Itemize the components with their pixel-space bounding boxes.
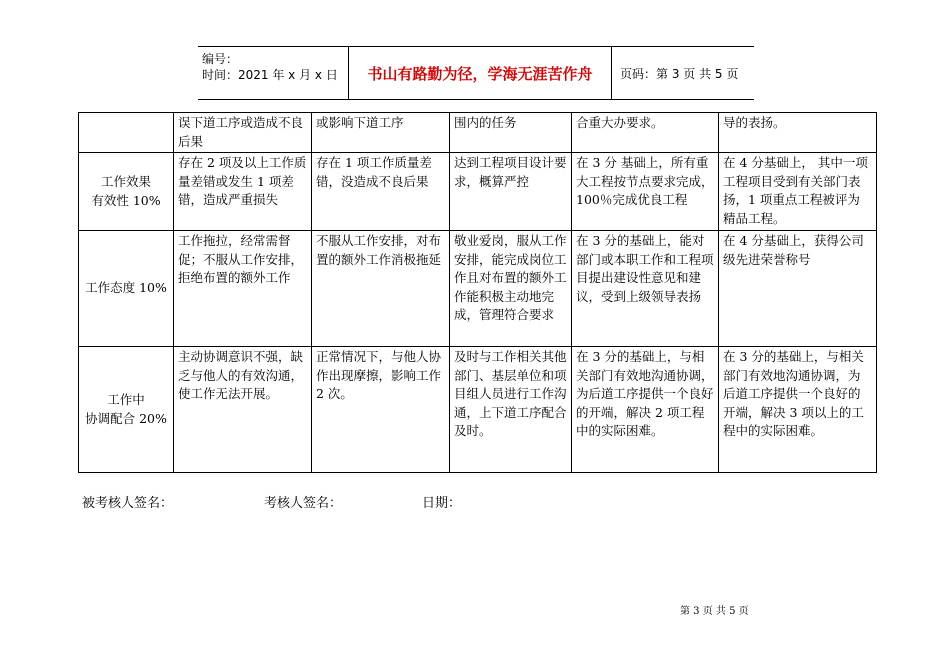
- header-page-info: 页码：第 3 页 共 5 页: [620, 66, 739, 81]
- table-cell: 误下道工序或造成不良后果: [174, 113, 312, 153]
- table-cell: 在 3 分的基础上，与相关部门有效地沟通协调，为后道工序提供一个良好的开端，解决 2 项工程中的实际困难。: [572, 347, 719, 473]
- header-meta: [198, 47, 348, 99]
- table-cell: 在 4 分基础上，获得公司级先进荣誉称号: [719, 231, 877, 347]
- table-cell: 围内的任务: [450, 113, 572, 153]
- table-cell: 在 4 分基础上， 其中一项工程项目受到有关部门表扬，1 项重点工程被评为精品工程。: [719, 153, 877, 231]
- evaluation-table: [78, 112, 877, 473]
- table-cell: 及时与工作相关其他部门、基层单位和项目组人员进行工作沟通，上下道工序配合及时。: [450, 347, 572, 473]
- table-cell: 存在 1 项工作质量差错，没造成不良后果: [312, 153, 450, 231]
- table-cell: 敬业爱岗，服从工作安排，能完成岗位工作且对布置的额外工作能积极主动地完成，管理符合要求: [450, 231, 572, 347]
- table-cell: 达到工程项目设计要求，概算严控: [450, 153, 572, 231]
- table-row: [79, 347, 877, 473]
- table-cell: 主动协调意识不强，缺乏与他人的有效沟通，使工作无法开展。: [174, 347, 312, 473]
- table-row: [79, 113, 877, 153]
- row-label: 工作效果 有效性 10%: [79, 153, 174, 231]
- table-cell: 在 3 分的基础上，能对部门或本职工作和工程项目提出建设性意见和建议，受到上级领导表扬: [572, 231, 719, 347]
- table-cell: 或影响下道工序: [312, 113, 450, 153]
- time-label: 时间：2021 年 x 月 x 日: [202, 68, 338, 82]
- table-cell: 在 3 分 基础上，所有重大工程按节点要求完成，100％完成优良工程: [572, 153, 719, 231]
- table-cell: 正常情况下，与他人协作出现摩擦，影响工作 2 次。: [312, 347, 450, 473]
- table-cell: 工作拖拉，经常需督促；不服从工作安排，拒绝布置的额外工作: [174, 231, 312, 347]
- page-header: [198, 46, 754, 100]
- examinee-signature-label: 被考核人签名：: [82, 496, 174, 511]
- table-cell: 导的表扬。: [719, 113, 877, 153]
- table-row: [79, 231, 877, 347]
- row-label: [79, 113, 174, 153]
- number-label: 编号：: [202, 52, 239, 66]
- page-footer: 第 3 页 共 5 页: [680, 606, 749, 617]
- row-label: 工作中 协调配合 20%: [79, 347, 174, 473]
- table-row: [79, 153, 877, 231]
- row-label: 工作态度 10%: [79, 231, 174, 347]
- date-label: 日期：: [422, 496, 462, 511]
- table-cell: 在 3 分的基础上，与相关部门有效地沟通协调，为后道工序提供一个良好的开端，解决 3 项以上的工程中的实际困难。: [719, 347, 877, 473]
- table-cell: 存在 2 项及以上工作质量差错或发生 1 项差错，造成严重损失: [174, 153, 312, 231]
- table-cell: 不服从工作安排，对布置的额外工作消极拖延: [312, 231, 450, 347]
- header-motto: 书山有路勤为径，学海无涯苦作舟: [348, 47, 612, 99]
- table-cell: 合重大办要求。: [572, 113, 719, 153]
- examiner-signature-label: 考核人签名：: [264, 496, 343, 511]
